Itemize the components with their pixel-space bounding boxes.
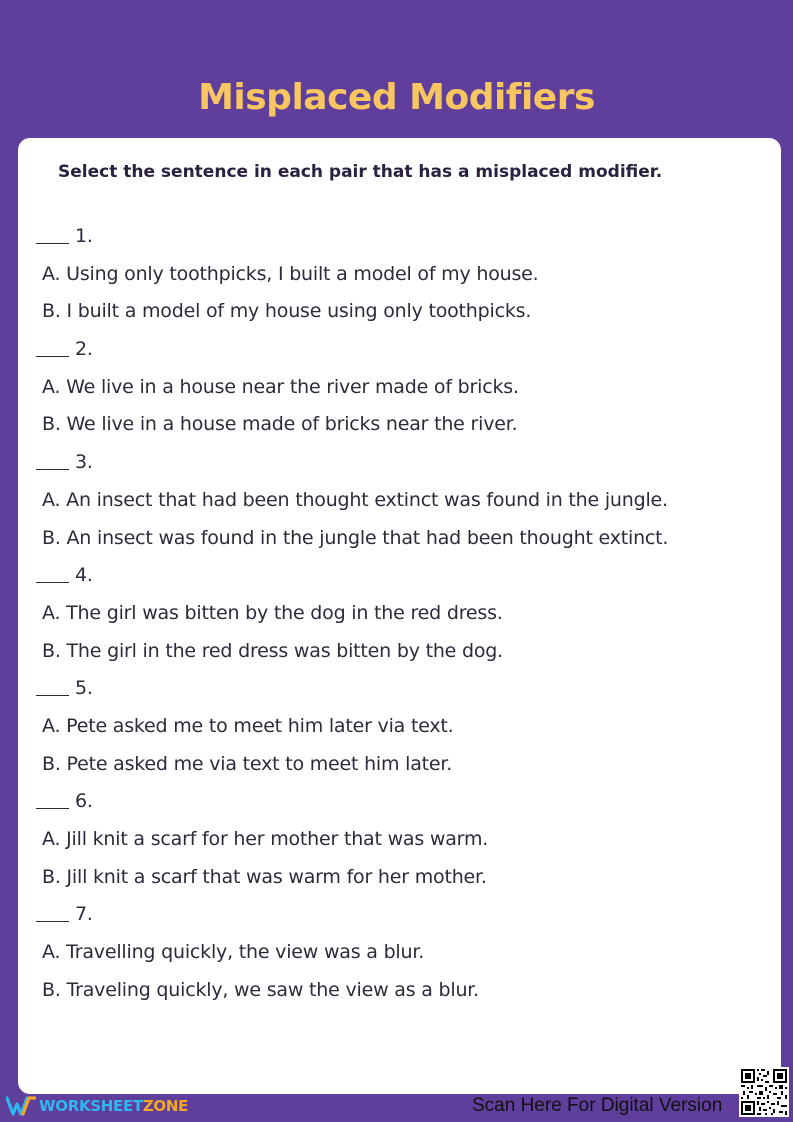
option-a: A. An insect that had been thought extinct was found in the jungle. xyxy=(42,488,668,511)
question-number-line xyxy=(18,670,781,708)
option-b: B. The girl in the red dress was bitten by the dog. xyxy=(42,639,503,662)
option-a: A. Pete asked me to meet him later via text. xyxy=(42,714,454,737)
worksheet-card xyxy=(18,138,781,1094)
logo-word-worksheet: WORKSHEET xyxy=(39,1097,143,1115)
question-number-line xyxy=(18,444,781,482)
worksheetzone-logo[interactable] xyxy=(6,1094,188,1118)
question-number: 3. xyxy=(75,451,93,474)
qr-code-icon[interactable] xyxy=(739,1067,789,1117)
answer-blank[interactable] xyxy=(36,445,69,470)
question-number-line xyxy=(18,218,781,256)
option-b: B. I built a model of my house using only toothpicks. xyxy=(42,300,532,323)
answer-blank[interactable] xyxy=(36,671,69,696)
logo-wordmark xyxy=(39,1097,188,1115)
logo-word-zone: ZONE xyxy=(142,1097,189,1115)
option-a: A. Travelling quickly, the view was a blur. xyxy=(42,941,425,964)
question-number: 5. xyxy=(75,677,93,700)
question-number-line xyxy=(18,783,781,821)
question-number: 2. xyxy=(75,338,93,361)
option-a: A. Jill knit a scarf for her mother that was warm. xyxy=(42,828,489,850)
question-number: 7. xyxy=(75,903,93,926)
answer-blank[interactable] xyxy=(36,332,69,357)
answer-blank[interactable] xyxy=(36,784,69,809)
option-b: B. Traveling quickly, we saw the view as a blur. xyxy=(42,978,480,1001)
option-a: A. We live in a house near the river made of bricks. xyxy=(42,375,519,398)
option-a: A. The girl was bitten by the dog in the red dress. xyxy=(42,601,503,624)
worksheetzone-w-logo-icon xyxy=(6,1095,36,1117)
question-number: 6. xyxy=(75,790,93,813)
question-number: 1. xyxy=(75,225,93,247)
option-a: A. Using only toothpicks, I built a model of my house. xyxy=(42,262,539,285)
question-number-line xyxy=(18,557,781,595)
question-number: 4. xyxy=(75,564,93,587)
question-list xyxy=(18,218,781,1009)
option-b: B. We live in a house made of bricks near the river. xyxy=(42,413,518,436)
option-b: B. Jill knit a scarf that was warm for her mother. xyxy=(42,865,487,888)
answer-blank[interactable] xyxy=(36,897,69,922)
option-b: B. Pete asked me via text to meet him later. xyxy=(42,752,453,775)
question-number-line xyxy=(18,331,781,369)
answer-blank[interactable] xyxy=(36,558,69,583)
question-number-line xyxy=(18,896,781,934)
instructions: Select the sentence in each pair that has a misplaced modifier. xyxy=(58,162,663,182)
answer-blank[interactable] xyxy=(36,219,69,244)
option-b: B. An insect was found in the jungle that had been thought extinct. xyxy=(42,526,669,549)
scan-instruction: Scan Here For Digital Version xyxy=(472,1095,723,1116)
page-title: Misplaced Modifiers xyxy=(198,77,595,118)
